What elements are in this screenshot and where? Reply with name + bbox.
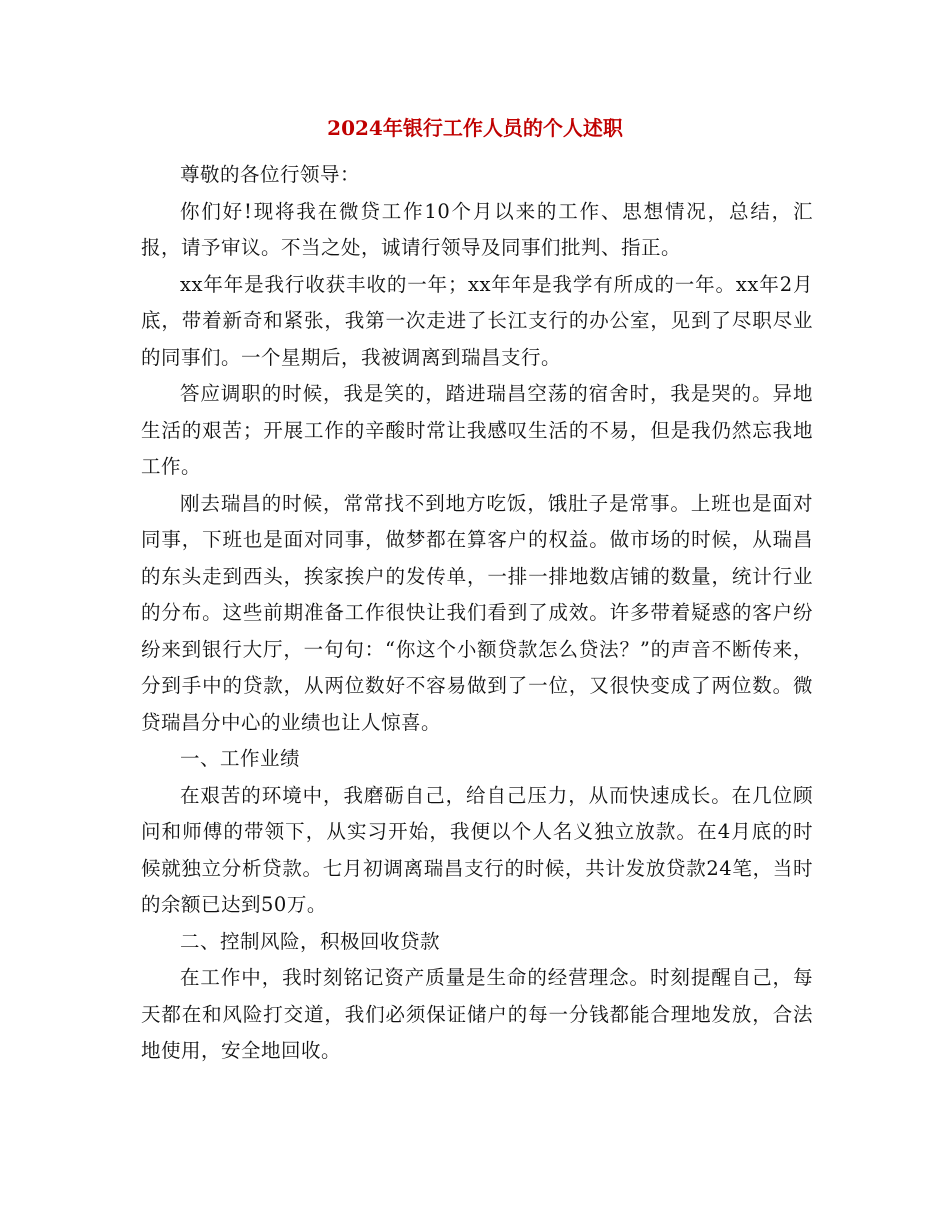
section-heading-performance: 一、工作业绩 (180, 747, 301, 770)
paragraph-performance: 在艰苦的环境中，我磨砺自己，给自己压力，从而快速成长。在几位顾问和师傅的带领下，从实习开始，我便以个人名义独立放款。在4月底的时候就独立分析贷款。七月初调离瑞昌支行的时候，共计发放贷款24笔，当时的余额已达到50万。 (141, 783, 813, 916)
paragraph-transfer: 答应调职的时候，我是笑的，踏进瑞昌空荡的宿舍时，我是哭的。异地生活的艰苦；开展工作的辛酸时常让我感叹生活的不易，但是我仍然忘我地工作。 (141, 382, 813, 478)
document-title: 2024年银行工作人员的个人述职 (327, 116, 623, 140)
section-heading-risk: 二、控制风险，积极回收贷款 (180, 929, 441, 953)
paragraph-risk: 在工作中，我时刻铭记资产质量是生命的经营理念。时刻提醒自己，每天都在和风险打交道，我们必须保证储户的每一分钱都能合理地发放，合法地使用，安全地回收。 (141, 966, 813, 1062)
paragraph-greeting: 你们好!现将我在微贷工作10个月以来的工作、思想情况，总结，汇报，请予审议。不当之处，诚请行领导及同事们批判、指正。 (141, 199, 813, 259)
document-body (141, 157, 813, 1070)
salutation: 尊敬的各位行领导： (180, 163, 361, 186)
paragraph-ruichang: 刚去瑞昌的时候，常常找不到地方吃饭，饿肚子是常事。上班也是面对同事，下班也是面对同事，做梦都在算客户的权益。做市场的时候，从瑞昌的东头走到西头，挨家挨户的发传单，一排一排地数店铺的数量，统计行业的分布。这些前期准备工作很快让我们看到了成效。许多带着疑惑的客户纷纷来到银行大厅，一句句：“你这个小额贷款怎么贷法？”的声音不断传来，分到手中的贷款，从两位数好不容易做到了一位，又很快变成了两位数。微贷瑞昌分中心的业绩也让人惊喜。 (141, 491, 813, 734)
paragraph-year-summary: xx年年是我行收获丰收的一年；xx年年是我学有所成的一年。xx年2月底，带着新奇和紧张，我第一次走进了长江支行的办公室，见到了尽职尽业的同事们。一个星期后，我被调离到瑞昌支行。 (141, 272, 813, 369)
